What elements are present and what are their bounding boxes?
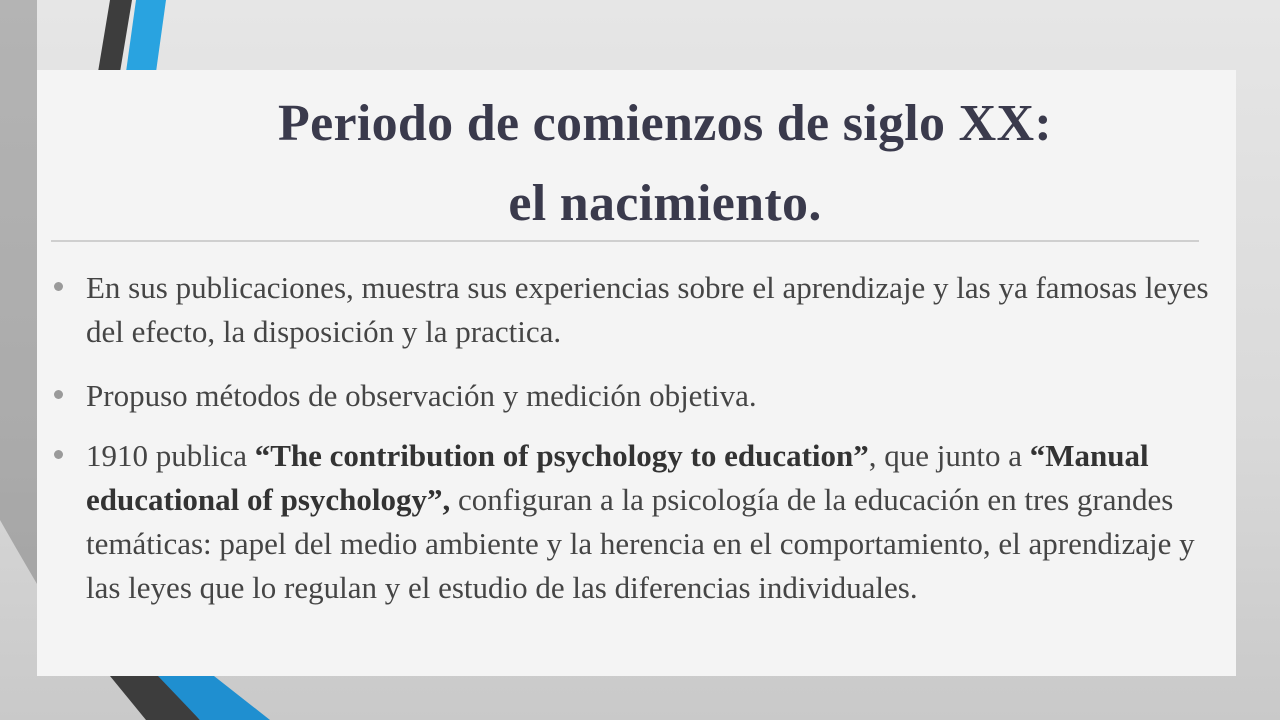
bullet-dot-icon	[54, 282, 63, 291]
bullet-2-text: Propuso métodos de observación y medición objetiva.	[86, 378, 757, 413]
bullet-3-book-title-1: “The contribution of psychology to education”	[254, 438, 869, 473]
bullet-item-2	[51, 374, 1211, 418]
bullet-list	[51, 266, 1211, 630]
left-shadow-stripe	[0, 0, 37, 584]
bullet-3-part-3: configuran a la psicología de la educación en tres grandes temáticas: papel del medio ambiente y la herencia en el comportamiento, el aprendizaje y las leyes que lo regulan y el estudio de las diferencias individuales.	[86, 482, 1195, 605]
bullet-1-text: En sus publicaciones, muestra sus experiencias sobre el aprendizaje y las ya famosas leyes del efecto, la disposición y la practica.	[86, 270, 1209, 349]
slide-panel	[37, 70, 1236, 676]
top-dark-stripe	[98, 0, 132, 72]
title-divider	[51, 240, 1199, 242]
slide-title	[37, 84, 1280, 244]
bullet-3-part-2: , que junto a	[868, 438, 1030, 473]
title-line-1: Periodo de comienzos de siglo XX:	[278, 95, 1052, 152]
bullet-item-1	[51, 266, 1211, 354]
bullet-dot-icon	[54, 450, 63, 459]
top-blue-stripe	[126, 0, 166, 72]
bullet-dot-icon	[54, 390, 63, 399]
bullet-3-book-title-2: “Manual educational of psychology”,	[86, 438, 1149, 517]
title-line-2: el nacimiento.	[508, 175, 822, 232]
bottom-blue-stripe	[158, 676, 270, 720]
bullet-item-3	[51, 434, 1211, 610]
bottom-dark-stripe	[110, 676, 200, 720]
bullet-3-part-1: 1910 publica	[86, 438, 255, 473]
